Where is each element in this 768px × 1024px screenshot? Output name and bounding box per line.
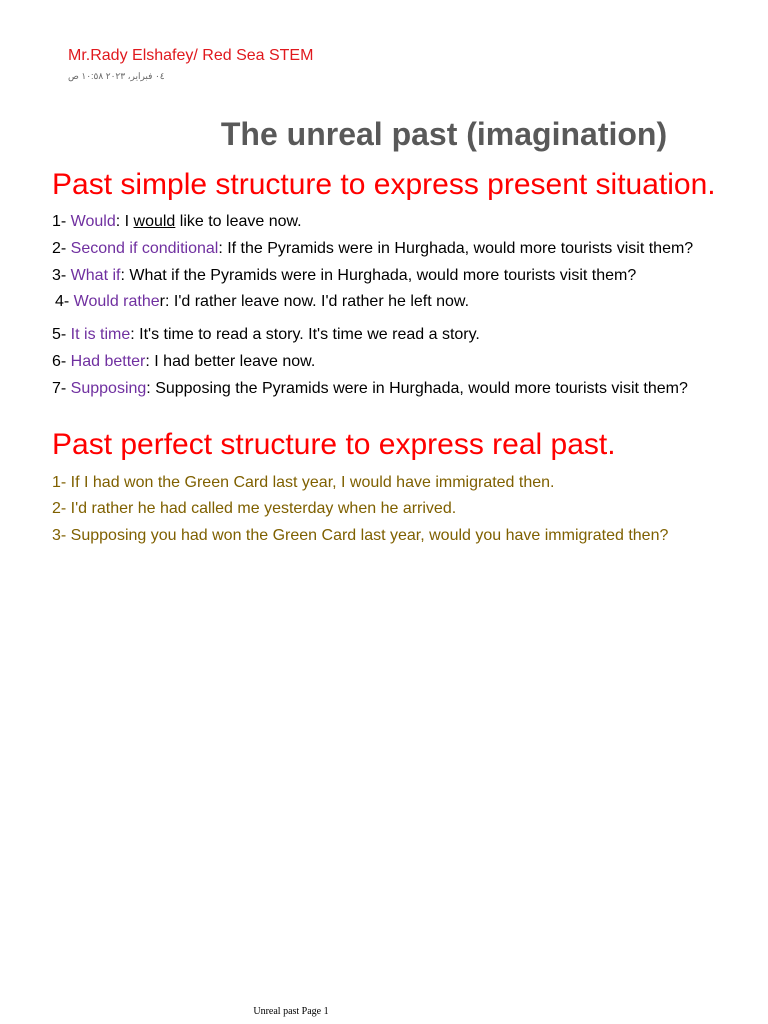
list-item: 2- I'd rather he had called me yesterday when he arrived. xyxy=(52,500,457,517)
list-item: 3- Supposing you had won the Green Card last year, would you have immigrated then? xyxy=(52,527,669,544)
list-item xyxy=(52,353,315,371)
list-item xyxy=(52,213,302,231)
item-keyword: What if xyxy=(70,267,121,284)
list-item xyxy=(55,293,469,311)
list-item xyxy=(52,380,688,398)
page-footer: Unreal past Page 1 xyxy=(253,1006,329,1017)
item-keyword: Second if conditional xyxy=(70,240,219,257)
date-stamp: ٠٤ فبراير، ٢٠٢٣ ١٠:٥٨ ص xyxy=(68,71,165,81)
page-title: The unreal past (imagination) xyxy=(220,116,668,152)
item-text: : What if the Pyramids were in Hurghada, would more tourists visit them? xyxy=(120,267,637,284)
item-keyword: Supposing xyxy=(70,380,147,397)
item-number: 4- xyxy=(55,293,74,310)
list-item: 1- If I had won the Green Card last year, I would have immigrated then. xyxy=(52,474,555,491)
item-text: r: I'd rather leave now. I'd rather he left now. xyxy=(159,293,470,310)
item-number: 1- xyxy=(52,213,71,230)
item-text: : It's time to read a story. It's time we read a story. xyxy=(130,326,480,343)
item-number: 2- xyxy=(52,240,71,257)
item-number: 5- xyxy=(52,326,71,343)
author-line: Mr.Rady Elshafey/ Red Sea STEM xyxy=(68,47,314,64)
item-keyword: Had better xyxy=(70,353,146,370)
item-number: 7- xyxy=(52,380,71,397)
list-item xyxy=(52,267,636,285)
item-keyword: Would xyxy=(70,213,116,230)
item-text: : If the Pyramids were in Hurghada, would more tourists visit them? xyxy=(218,240,694,257)
section-heading-past-simple: Past simple structure to express present situation. xyxy=(52,168,716,201)
list-item xyxy=(52,326,480,344)
item-number: 3- xyxy=(52,267,71,284)
section-heading-past-perfect: Past perfect structure to express real past. xyxy=(52,428,616,461)
item-number: 6- xyxy=(52,353,71,370)
item-text: : Supposing the Pyramids were in Hurghada, would more tourists visit them? xyxy=(146,380,688,397)
item-text: like to leave now. xyxy=(175,213,302,230)
list-item xyxy=(52,240,693,258)
item-keyword: Would rathe xyxy=(73,293,160,310)
item-text: : I had better leave now. xyxy=(145,353,316,370)
item-text: : I xyxy=(115,213,134,230)
underlined-word: would xyxy=(133,213,176,230)
item-keyword: It is time xyxy=(70,326,131,343)
